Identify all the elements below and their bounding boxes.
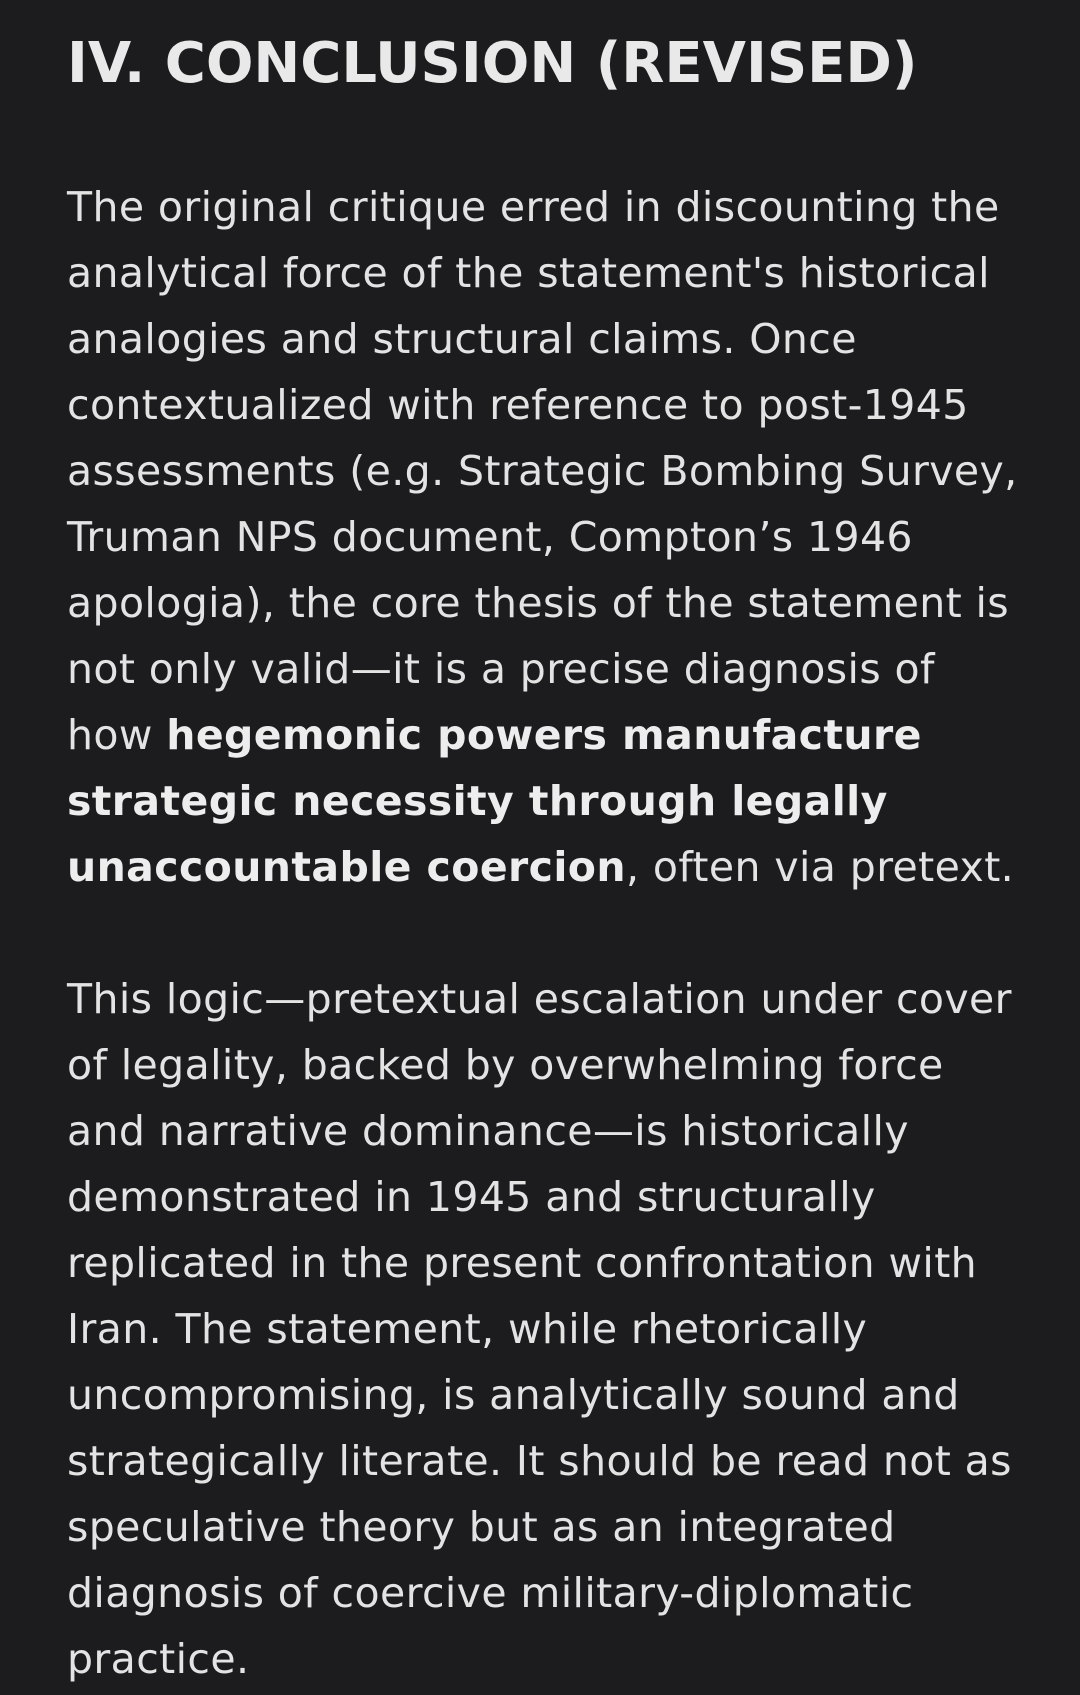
text-run: how bbox=[67, 711, 167, 759]
text-line: assessments (e.g. Strategic Bombing Survey, bbox=[67, 447, 1018, 495]
text-line: contextualized with reference to post-1945 bbox=[67, 381, 969, 429]
conclusion-paragraph-2 bbox=[67, 966, 1027, 1692]
text-line bbox=[67, 768, 1027, 834]
text-line: analytical force of the statement's historical bbox=[67, 249, 990, 297]
text-line bbox=[67, 702, 1027, 768]
text-line: analogies and structural claims. Once bbox=[67, 315, 857, 363]
bold-emphasis: hegemonic powers manufacture bbox=[166, 711, 922, 759]
text-line: speculative theory but as an integrated bbox=[67, 1503, 896, 1551]
document-content bbox=[67, 22, 1027, 1692]
text-run: , often via pretext. bbox=[625, 843, 1015, 891]
text-line: This logic—pretextual escalation under cover bbox=[67, 975, 1012, 1023]
bold-emphasis: strategic necessity through legally bbox=[67, 777, 888, 825]
text-line: of legality, backed by overwhelming force bbox=[67, 1041, 944, 1089]
text-line: practice. bbox=[67, 1635, 250, 1683]
text-line: replicated in the present confrontation with bbox=[67, 1239, 978, 1287]
text-line: strategically literate. It should be read not as bbox=[67, 1437, 1012, 1485]
text-line: and narrative dominance—is historically bbox=[67, 1107, 909, 1155]
conclusion-paragraph-1 bbox=[67, 174, 1027, 900]
bold-emphasis: unaccountable coercion bbox=[67, 843, 626, 891]
text-line: The original critique erred in discounting the bbox=[67, 183, 1000, 231]
section-heading: IV. CONCLUSION (REVISED) bbox=[67, 31, 918, 96]
text-line: Truman NPS document, Compton’s 1946 bbox=[67, 513, 913, 561]
text-line: uncompromising, is analytically sound and bbox=[67, 1371, 960, 1419]
text-line: apologia), the core thesis of the statement is bbox=[67, 579, 1010, 627]
text-line: diagnosis of coercive military-diplomatic bbox=[67, 1569, 914, 1617]
text-line bbox=[67, 834, 1027, 900]
text-line: Iran. The statement, while rhetorically bbox=[67, 1305, 868, 1353]
text-line: not only valid—it is a precise diagnosis of bbox=[67, 645, 935, 693]
text-line: demonstrated in 1945 and structurally bbox=[67, 1173, 876, 1221]
